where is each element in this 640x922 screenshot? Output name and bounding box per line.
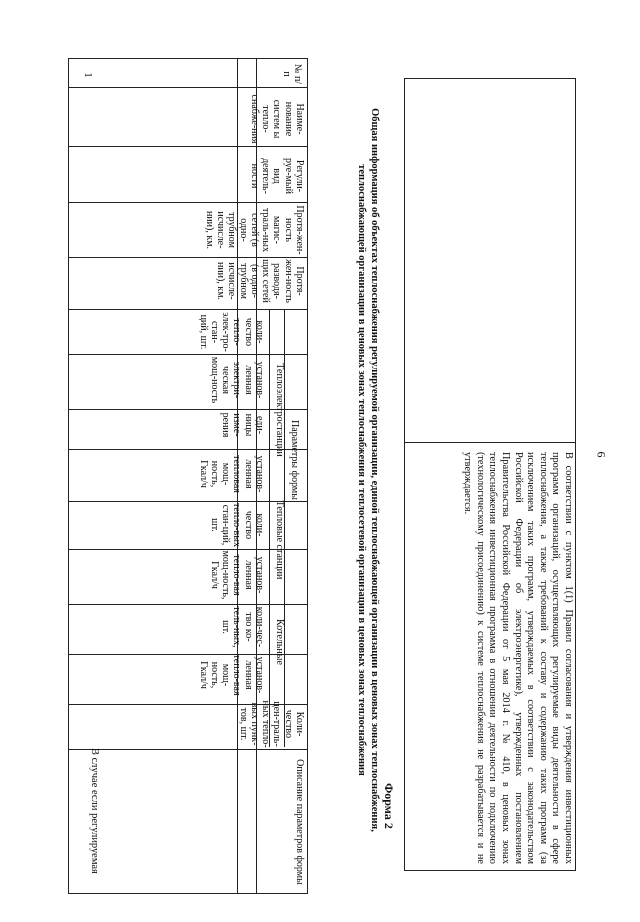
header-distribution-networks: Протя-жен-ность разводя-щих сетей (в одно-трубном исчисле-нии), км. [214,259,305,303]
header-system-name: Наиме-нование систем ы тепло-снабже-ния [248,94,305,144]
header-num: № п/п [280,63,303,85]
header-tec-count: коли-чество тепло-элек-тро-стан-ций, шт. [197,312,265,352]
form-heading: Общая информация об объектах теплоснабжения регулируемой организации, единой теплоснабжающей организации в ценовых зонах теплоснабжения, теплоснабжающей организации в ценовых зонах теплоснабжения и теплосетевой организации в ценовых зонах теплоснабжения [356,108,380,832]
form-label: Форма 2 [382,783,396,829]
row-description: В случае если регулируемая [89,748,100,874]
header-central-points: Коли-чество цен-траль-ных тепло-вых пунк-тов, шт. [237,700,305,748]
header-tec-heat-power: установ-ленная тепловая мощ-ность, Гкал/ч [197,455,265,493]
row-number: 1 [82,72,93,78]
header-boiler-count: коли-чес-тво ко-тель-ных, шт. [220,606,265,648]
top-note: В соответствии с пунктом 1(1) Правил согласования и утверждения инвестиционных программ организаций, осуществляющих регулируемые виды деятельности в сфере теплоснабжения, а также требований к составу и содержанию таких программ (за исключением таких программ, утверждаемых в соответствии с законодательством Российской Федерации об электроэнергетике), утвержденных постановлением Правительства Российской Федерации от 5 мая 2014 г. № 410, в ценовых зонах теплоснабжения инвестиционная программа в отношении деятельности по подключению (технологическому присоединению) к системе теплоснабжения не разрабатывается и не утверждается. [462,452,574,864]
header-ts-count: коли-чество тепло-вых стан-ций, шт. [208,503,265,547]
header-boilers-group: Котельные [274,619,285,665]
header-form-description: Описание параметров формы [294,759,305,885]
header-boiler-power: установ-ленная тепло-вая мощ-ность, Гкал/ч [197,654,265,696]
header-main-networks: Протя-жен-ность магис-траль-ных сетей (в одно-трубном исчисле-нии), км. [203,205,305,255]
page-number: 6 [594,451,609,458]
header-tec-elec-power: установ-ленная электри-ческая мощ-ность [208,356,265,404]
header-tec-units: еди-ницы изме-рения [220,412,265,438]
header-params-group: Параметры формы [289,420,300,500]
header-ts-power: установ-ленная тепло-вая мощ-ность, Гкал/ч [208,550,265,600]
header-activity: Регули-руе-мый вид деятель-ности [248,158,305,194]
header-tec-group: Теплоэлектростанции [274,363,285,457]
header-ts-group: Тепловые станции [274,500,285,580]
